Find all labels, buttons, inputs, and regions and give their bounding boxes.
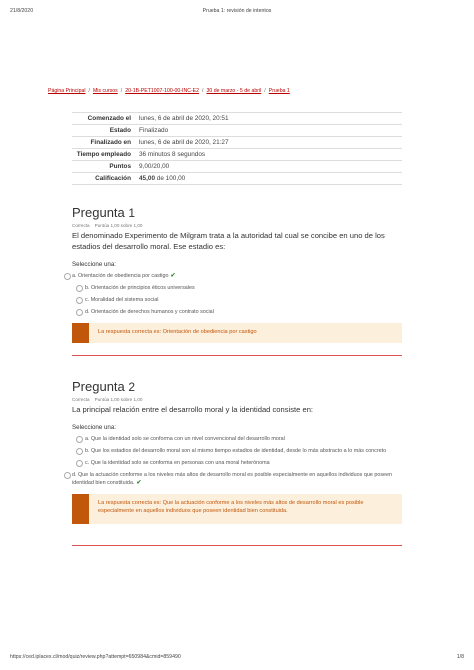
option-text: b. Orientación de principios éticos universales: [85, 285, 195, 291]
question-divider: [72, 355, 402, 356]
attempt-summary-table: [72, 112, 402, 185]
radio-button[interactable]: [76, 285, 83, 292]
breadcrumb-separator: /: [88, 88, 90, 94]
answer-option-d[interactable]: [72, 471, 402, 487]
summary-label: Comenzado el: [72, 113, 135, 125]
question-text: El denominado Experimento de Milgram trata a la autoridad tal cual se concibe en uno de los estadios del desarrollo moral. Ese estadio es:: [72, 231, 385, 251]
print-url: https://ced.iplacex.cl/mod/quiz/review.php?attempt=650984&cmid=859490: [10, 654, 181, 660]
summary-label: Finalizado en: [72, 137, 135, 149]
summary-value: lunes, 6 de abril de 2020, 21:27: [135, 137, 402, 149]
radio-button[interactable]: [76, 460, 83, 467]
answer-option-b[interactable]: [72, 284, 402, 292]
check-icon: ✔: [170, 273, 176, 279]
breadcrumb-separator: /: [264, 88, 266, 94]
question-label: Pregunta: [72, 205, 125, 220]
radio-button[interactable]: [76, 436, 83, 443]
question-number: 1: [128, 206, 136, 220]
grade-max: de 100,00: [156, 175, 186, 182]
breadcrumb-course[interactable]: 20-1B-PET1007-100-00-INC-E2: [125, 88, 200, 94]
question-status: Correcta: [72, 397, 90, 402]
feedback-box: [72, 494, 402, 524]
question-title: [72, 380, 402, 394]
radio-button[interactable]: [64, 273, 71, 280]
summary-label: Puntos: [72, 161, 135, 173]
summary-value: 9,00/20,00: [135, 161, 402, 173]
print-title: Prueba 1: revisión de intentos: [202, 8, 272, 14]
summary-row: [72, 137, 402, 149]
summary-value: Finalizado: [135, 125, 402, 137]
option-text: d. Orientación de derechos humanos y contrato social: [85, 309, 214, 315]
breadcrumb-week[interactable]: 30 de marzo - 5 de abril: [206, 88, 262, 94]
print-footer: [10, 654, 464, 664]
answer-option-a[interactable]: [72, 435, 402, 443]
question-label: Pregunta: [72, 379, 125, 394]
breadcrumb-home[interactable]: Página Principal: [48, 88, 86, 94]
question-title: [72, 206, 402, 220]
option-text: c. Moralidad del sistema social: [85, 297, 159, 303]
answer-option-a[interactable]: [72, 272, 402, 280]
feedback-text: La respuesta correcta es: Que la actuación conforme a los niveles más altos de desarrollo moral es posible especialmente en aquellos individuos que poseen identidad bien constituida.: [98, 500, 364, 514]
select-label: Seleccione una:: [72, 261, 117, 268]
feedback-text: La respuesta correcta es: Orientación de obediencia por castigo: [98, 329, 257, 335]
answer-option-c[interactable]: [72, 459, 402, 467]
question-2: [72, 380, 402, 524]
question-divider: [72, 545, 402, 546]
breadcrumb-separator: /: [202, 88, 204, 94]
summary-value: [135, 173, 402, 185]
breadcrumb-separator: /: [120, 88, 123, 94]
summary-label: Calificación: [72, 173, 135, 185]
option-text: c. Que la identidad solo se conforma en personas con una moral heterónoma: [85, 460, 270, 466]
option-text: b. Que los estadios del desarrollo moral son al mismo tiempo estadios de identidad, desde lo más abstracto a lo más concreto: [85, 448, 387, 454]
summary-row: [72, 161, 402, 173]
select-label: Seleccione una:: [72, 424, 117, 431]
print-header: [10, 8, 464, 18]
summary-value: lunes, 6 de abril de 2020, 20:51: [135, 113, 402, 125]
breadcrumb-quiz[interactable]: Prueba 1: [268, 88, 290, 94]
question-meta: [72, 223, 402, 228]
answer-option-c[interactable]: [72, 296, 402, 304]
summary-label: Tiempo empleado: [72, 149, 135, 161]
question-number: 2: [128, 380, 136, 394]
feedback-box: [72, 323, 402, 343]
check-icon: ✔: [136, 480, 142, 486]
grade-value: 45,00: [139, 175, 155, 182]
print-date: 21/8/2020: [10, 8, 34, 14]
question-text: La principal relación entre el desarrollo moral y la identidad consiste en:: [72, 405, 314, 414]
radio-button[interactable]: [76, 448, 83, 455]
option-text: a. Que la identidad solo se conforma con un nivel convencional del desarrollo moral: [85, 436, 285, 442]
question-points: Puntúa 1,00 sobre 1,00: [94, 223, 143, 228]
breadcrumb: [48, 88, 290, 94]
feedback-accent-bar: [72, 494, 89, 524]
question-meta: [72, 397, 402, 402]
answer-option-d[interactable]: [72, 308, 402, 316]
summary-row: [72, 149, 402, 161]
question-status: Correcta: [72, 223, 90, 228]
question-points: Puntúa 1,00 sobre 1,00: [94, 397, 143, 402]
feedback-accent-bar: [72, 323, 89, 343]
option-text: d. Que la actuación conforme a los niveles más altos de desarrollo moral es posible especialmente en aquellos individuos que poseen identidad bien constituida.: [72, 472, 393, 486]
breadcrumb-my-courses[interactable]: Mis cursos: [92, 88, 118, 94]
radio-button[interactable]: [64, 472, 71, 479]
summary-row: [72, 113, 402, 125]
option-text: a. Orientación de obediencia por castigo: [72, 273, 169, 279]
summary-row: [72, 173, 402, 185]
radio-button[interactable]: [76, 297, 83, 304]
summary-row: [72, 125, 402, 137]
question-1: [72, 206, 402, 343]
radio-button[interactable]: [76, 309, 83, 316]
summary-value: 36 minutos 8 segundos: [135, 149, 402, 161]
print-page-number: 1/8: [456, 654, 464, 660]
summary-label: Estado: [72, 125, 135, 137]
answer-option-b[interactable]: [72, 447, 402, 455]
